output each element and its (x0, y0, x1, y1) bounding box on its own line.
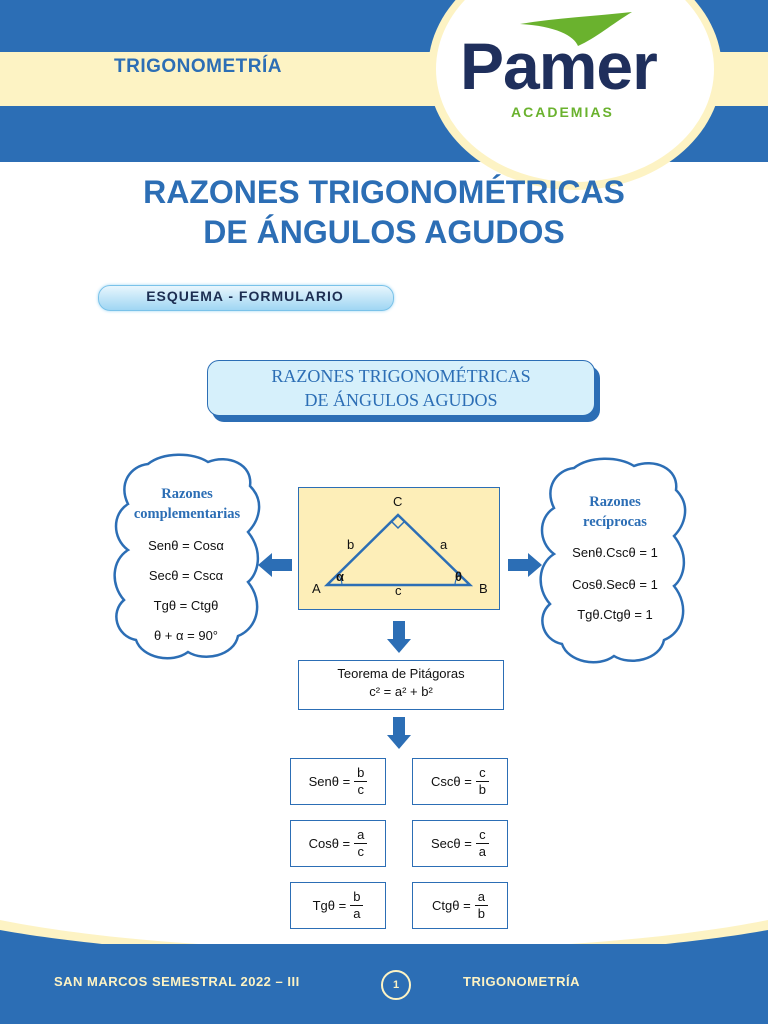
arrow-down-icon (387, 717, 411, 749)
formula-fraction (354, 765, 367, 798)
arrow-down-icon (387, 621, 411, 653)
left-cloud-title (108, 484, 266, 524)
section-pill-label: ESQUEMA - FORMULARIO (146, 288, 344, 304)
triangle-side-b: b (347, 537, 355, 552)
footer-page-number: 1 (381, 970, 411, 1000)
triangle-angle-theta: θ (455, 569, 463, 584)
formula-numerator: a (354, 827, 367, 844)
formula-label: Senθ = (308, 774, 351, 789)
left-cloud-item: Tgθ = Ctgθ (153, 598, 219, 613)
right-cloud-title-line1: Razones (589, 494, 641, 510)
subtitle-text (207, 364, 595, 412)
formula-denominator: c (357, 782, 365, 797)
formula-box-csc (412, 758, 508, 805)
logo-subtitle: ACADEMIAS (511, 104, 614, 120)
right-cloud-item: Tgθ.Ctgθ = 1 (577, 607, 653, 622)
triangle-side-c: c (395, 583, 402, 598)
left-cloud-item: Secθ = Cscα (148, 568, 224, 583)
formula-fraction (476, 765, 489, 798)
arrow-right-icon (508, 553, 542, 577)
arrow-left-icon (258, 553, 292, 577)
left-cloud-title-line1: Razones (161, 486, 213, 502)
formula-fraction (476, 827, 489, 860)
left-cloud-item: θ + α = 90° (153, 628, 219, 643)
left-cloud-title-line2: complementarias (133, 506, 241, 522)
triangle-angle-alpha: α (336, 569, 344, 584)
page-title (0, 172, 768, 252)
formula-numerator: b (354, 765, 367, 782)
left-cloud-item: Senθ = Cosα (148, 538, 224, 553)
formula-label: Cosθ = (308, 836, 351, 851)
triangle-side-a: a (440, 537, 448, 552)
header-subject: TRIGONOMETRÍA (114, 56, 282, 77)
right-cloud-title-line2: recíprocas (583, 514, 647, 530)
footer-subject: TRIGONOMETRÍA (463, 974, 580, 989)
formula-box-cos (290, 820, 386, 867)
triangle-vertex-c: C (393, 494, 403, 509)
page-title-line1: RAZONES TRIGONOMÉTRICAS (143, 174, 625, 210)
formula-denominator: a (478, 844, 487, 859)
pythagoras-title: Teorema de Pitágoras (337, 666, 465, 681)
subtitle-line1: RAZONES TRIGONOMÉTRICAS (271, 366, 531, 386)
footer-course: SAN MARCOS SEMESTRAL 2022 – III (54, 974, 300, 989)
formula-label: Ctgθ = (432, 898, 471, 913)
formula-denominator: b (477, 906, 485, 921)
right-cloud-shape (534, 456, 694, 668)
formula-box-sec (412, 820, 508, 867)
right-cloud-title (536, 492, 694, 532)
formula-box-sen (290, 758, 386, 805)
pythagoras-formula: c² = a² + b² (369, 684, 433, 699)
formula-fraction (354, 827, 367, 860)
triangle-vertex-a: A (312, 581, 321, 596)
formula-label: Tgθ = (312, 898, 347, 913)
formula-denominator: b (478, 782, 487, 797)
page-title-line2: DE ÁNGULOS AGUDOS (203, 214, 565, 250)
formula-numerator: a (475, 889, 488, 906)
formula-label: Secθ = (430, 836, 472, 851)
formula-denominator: a (353, 906, 361, 921)
logo-wordmark: Pamer (460, 29, 657, 103)
formula-denominator: c (357, 844, 365, 859)
triangle-vertex-b: B (479, 581, 488, 596)
right-cloud-item: Senθ.Cscθ = 1 (572, 545, 658, 560)
right-cloud-item: Cosθ.Secθ = 1 (572, 577, 658, 592)
subtitle-line2: DE ÁNGULOS AGUDOS (304, 390, 498, 410)
formula-numerator: c (476, 827, 489, 844)
formula-numerator: b (350, 889, 363, 906)
formula-label: Cscθ = (430, 774, 472, 789)
formula-numerator: c (476, 765, 489, 782)
